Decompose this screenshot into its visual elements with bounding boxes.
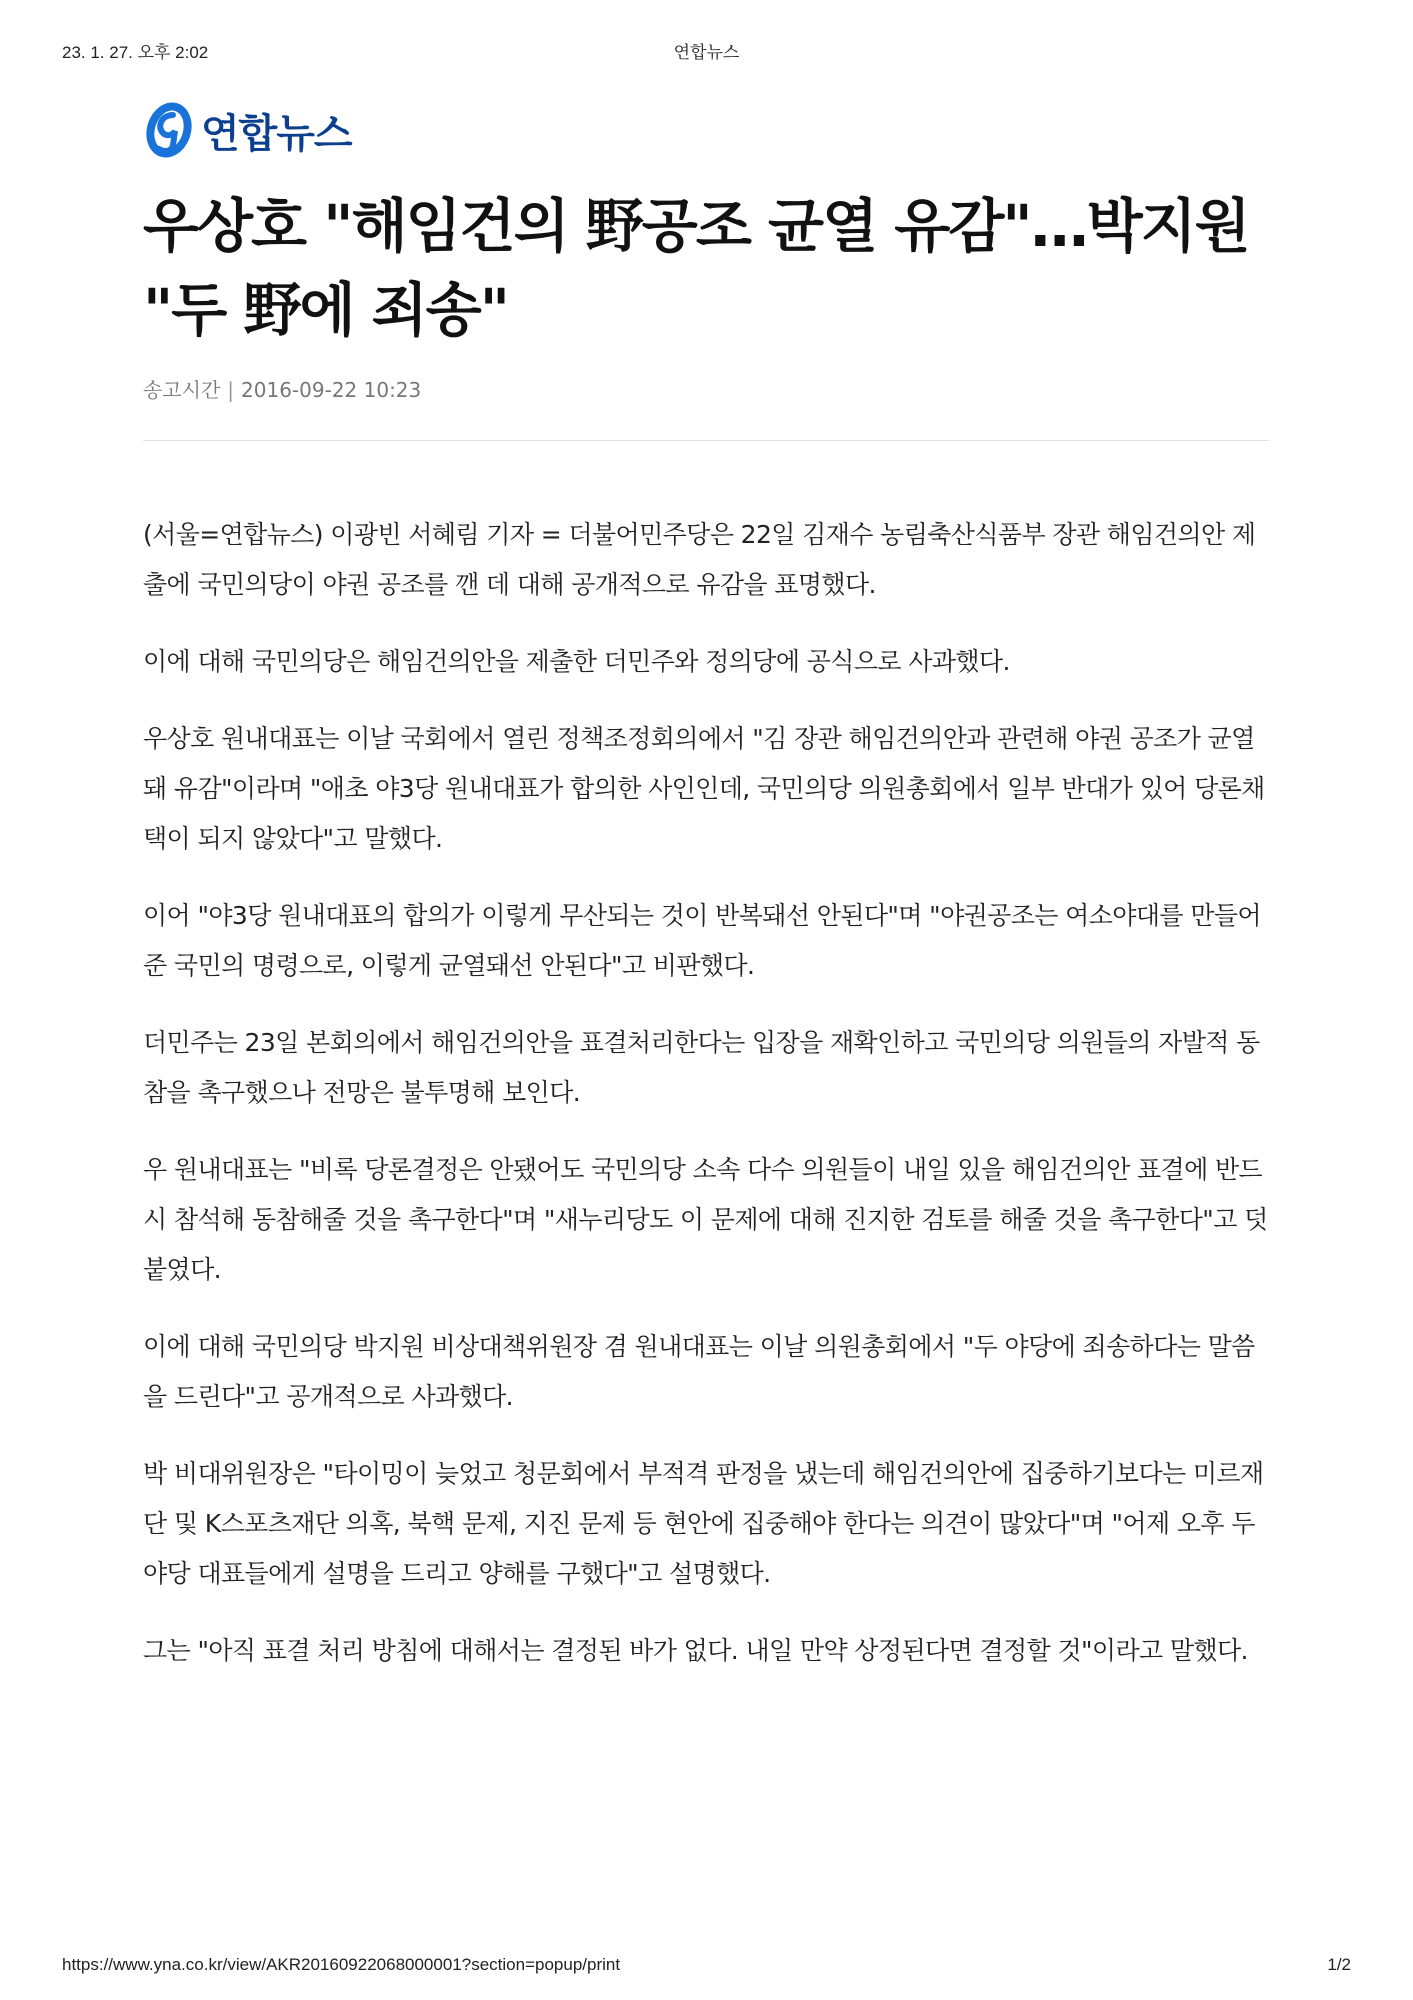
meta-label: 송고시간 xyxy=(143,378,221,402)
print-url: https://www.yna.co.kr/view/AKR20160922068000001?section=popup/print xyxy=(62,1955,621,1974)
print-header xyxy=(62,38,1351,62)
article-paragraph: 이에 대해 국민의당은 해임건의안을 제출한 더민주와 정의당에 공식으로 사과했다. xyxy=(143,647,1010,676)
logo-text: 연합뉴스 xyxy=(201,110,352,157)
print-datetime: 23. 1. 27. 오후 2:02 xyxy=(62,43,209,62)
meta-separator: | xyxy=(227,378,235,402)
header-divider xyxy=(143,440,1269,441)
article-paragraph: 우상호 원내대표는 이날 국회에서 열린 정책조정회의에서 "김 장관 해임건의안과 관련해 야권 공조가 균열돼 유감"이라며 "애초 야3당 원내대표가 합의한 사인인데, 국민의당 의원총회에서 일부 반대가 있어 당론채택이 되지 않았다"고 말했다. xyxy=(143,724,1265,853)
page-number: 1/2 xyxy=(1327,1955,1351,1974)
article-paragraph: (서울=연합뉴스) 이광빈 서혜림 기자 = 더불어민주당은 22일 김재수 농림축산식품부 장관 해임건의안 제출에 국민의당이 야권 공조를 깬 데 대해 공개적으로 유감을 표명했다. xyxy=(143,520,1256,599)
article-paragraph: 우 원내대표는 "비록 당론결정은 안됐어도 국민의당 소속 다수 의원들이 내일 있을 해임건의안 표결에 반드시 참석해 동참해줄 것을 촉구한다"며 "새누리당도 이 문제에 대해 진지한 검토를 해줄 것을 촉구한다"고 덧붙였다. xyxy=(143,1155,1268,1284)
article-body xyxy=(143,510,1269,1703)
yonhap-logo-icon xyxy=(143,99,195,161)
article-paragraph: 이에 대해 국민의당 박지원 비상대책위원장 겸 원내대표는 이날 의원총회에서 "두 야당에 죄송하다는 말씀을 드린다"고 공개적으로 사과했다. xyxy=(143,1332,1255,1411)
print-page-title: 연합뉴스 xyxy=(673,43,740,62)
article-paragraph: 그는 "아직 표결 처리 방침에 대해서는 결정된 바가 없다. 내일 만약 상정된다면 결정할 것"이라고 말했다. xyxy=(143,1636,1248,1665)
site-logo[interactable] xyxy=(143,94,352,166)
article-meta xyxy=(143,374,421,403)
article-timestamp: 2016-09-22 10:23 xyxy=(241,378,422,402)
article-paragraph: 이어 "야3당 원내대표의 합의가 이렇게 무산되는 것이 반복돼선 안된다"며 "야권공조는 여소야대를 만들어준 국민의 명령으로, 이렇게 균열돼선 안된다"고 비판했다. xyxy=(143,901,1261,980)
article-headline: 우상호 "해임건의 野공조 균열 유감"…박지원 "두 野에 죄송" xyxy=(143,192,1249,344)
print-footer xyxy=(62,1955,1351,1979)
article-paragraph: 더민주는 23일 본회의에서 해임건의안을 표결처리한다는 입장을 재확인하고 국민의당 의원들의 자발적 동참을 촉구했으나 전망은 불투명해 보인다. xyxy=(143,1028,1260,1107)
article-paragraph: 박 비대위원장은 "타이밍이 늦었고 청문회에서 부적격 판정을 냈는데 해임건의안에 집중하기보다는 미르재단 및 K스포츠재단 의혹, 북핵 문제, 지진 문제 등 현안에 집중해야 한다는 의견이 많았다"며 "어제 오후 두 야당 대표들에게 설명을 드리고 양해를 구했다"고 설명했다. xyxy=(143,1459,1264,1588)
